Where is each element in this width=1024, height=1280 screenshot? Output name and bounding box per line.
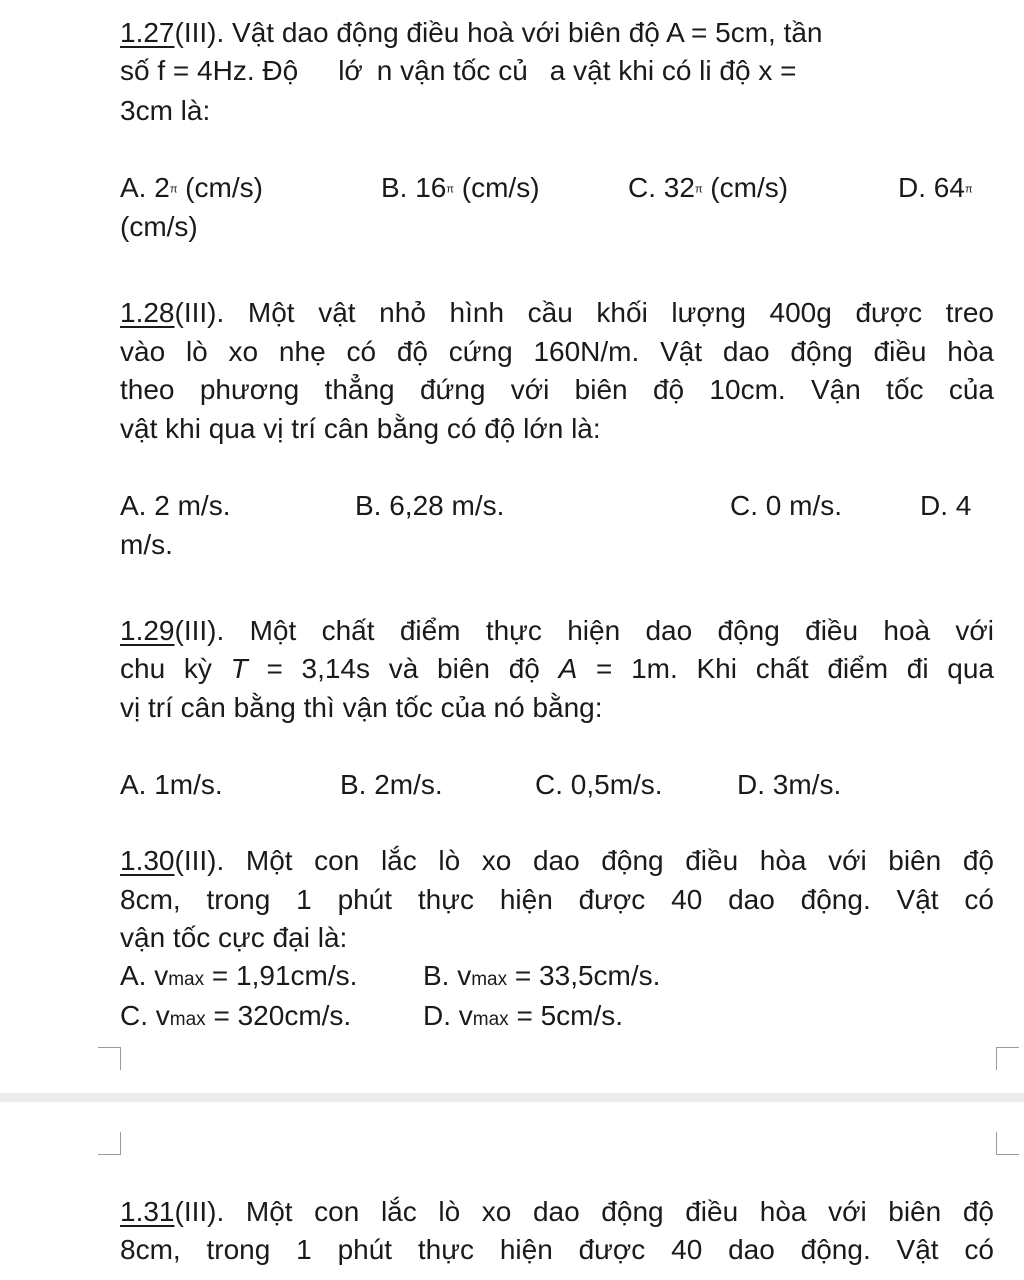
q127-option-b: B. 16π (cm/s) (381, 172, 540, 203)
q127-number: 1.27 (120, 17, 175, 48)
q130-line-1: 1.30(III). Một con lắc lò xo dao động điều hòa với biên độ (120, 845, 994, 876)
q127-line-1 (120, 14, 994, 52)
q128-line-1: 1.28(III). Một vật nhỏ hình cầu khối lượng 400g được treo (120, 297, 994, 328)
q131-line-1: 1.31(III). Một con lắc lò xo dao động điều hòa với biên độ (120, 1196, 994, 1227)
q129-number: 1.29 (120, 615, 175, 646)
q131-line-2: 8cm, trong 1 phút thực hiện được 40 dao động. Vật có (120, 1234, 994, 1265)
q129-option-c: C. 0,5m/s. (535, 769, 663, 800)
q130-option-c: C. vmax = 320cm/s. (120, 1000, 352, 1031)
q127-option-a: A. 2π (cm/s) (120, 172, 263, 203)
page-corner-mark-left (98, 1047, 121, 1070)
q128-line-2: vào lò xo nhẹ có độ cứng 160N/m. Vật dao động điều hòa (120, 336, 994, 367)
q127-line-2d: a vật khi có li độ x = (549, 55, 797, 86)
q131-number: 1.31 (120, 1196, 175, 1227)
q128-option-b: B. 6,28 m/s. (355, 490, 505, 521)
q128-option-c: C. 0 m/s. (730, 490, 843, 521)
q128-option-d-wrap: m/s. (120, 529, 173, 560)
q127-option-c: C. 32π (cm/s) (628, 172, 789, 203)
q129-line-1: 1.29(III). Một chất điểm thực hiện dao động điều hoà với (120, 615, 994, 646)
q130-option-b: B. vmax = 33,5cm/s. (423, 960, 661, 991)
q127-heading: (III). Vật dao động điều hoà với biên độ A = 5cm, tần (174, 17, 823, 48)
q130-line-2: 8cm, trong 1 phút thực hiện được 40 dao động. Vật có (120, 884, 994, 915)
page-corner-mark-right-2 (996, 1132, 1019, 1155)
q128-option-a: A. 2 m/s. (120, 490, 231, 521)
q129-option-d: D. 3m/s. (737, 769, 842, 800)
q128-number: 1.28 (120, 297, 175, 328)
q127-option-d: D. 64π (898, 172, 973, 203)
q129-option-b: B. 2m/s. (340, 769, 443, 800)
q128-line-4: vật khi qua vị trí cân bằng có độ lớn là: (120, 413, 601, 444)
page-corner-mark-left-2 (98, 1132, 121, 1155)
q130-number: 1.30 (120, 845, 175, 876)
q130-option-d: D. vmax = 5cm/s. (423, 1000, 624, 1031)
q129-line-2: chu kỳ T = 3,14s và biên độ A = 1m. Khi chất điểm đi qua (120, 653, 994, 684)
page-separator (0, 1093, 1024, 1102)
q127-line-2c: n vận tốc củ (376, 55, 528, 86)
q127-line-2 (120, 52, 994, 90)
q127-line-2a: số f = 4Hz. Độ (120, 55, 299, 86)
page-corner-mark-right (996, 1047, 1019, 1070)
q128-option-d: D. 4 (920, 490, 972, 521)
q130-option-a: A. vmax = 1,91cm/s. (120, 960, 358, 991)
q127-line-3: 3cm là: (120, 95, 211, 126)
q129-line-3: vị trí cân bằng thì vận tốc của nó bằng: (120, 692, 603, 723)
q128-line-3: theo phương thẳng đứng với biên độ 10cm. Vận tốc của (120, 374, 994, 405)
q127-option-d-wrap: (cm/s) (120, 211, 198, 242)
q129-option-a: A. 1m/s. (120, 769, 223, 800)
q127-line-2b: lớ (338, 55, 363, 86)
q130-line-3: vận tốc cực đại là: (120, 922, 348, 953)
